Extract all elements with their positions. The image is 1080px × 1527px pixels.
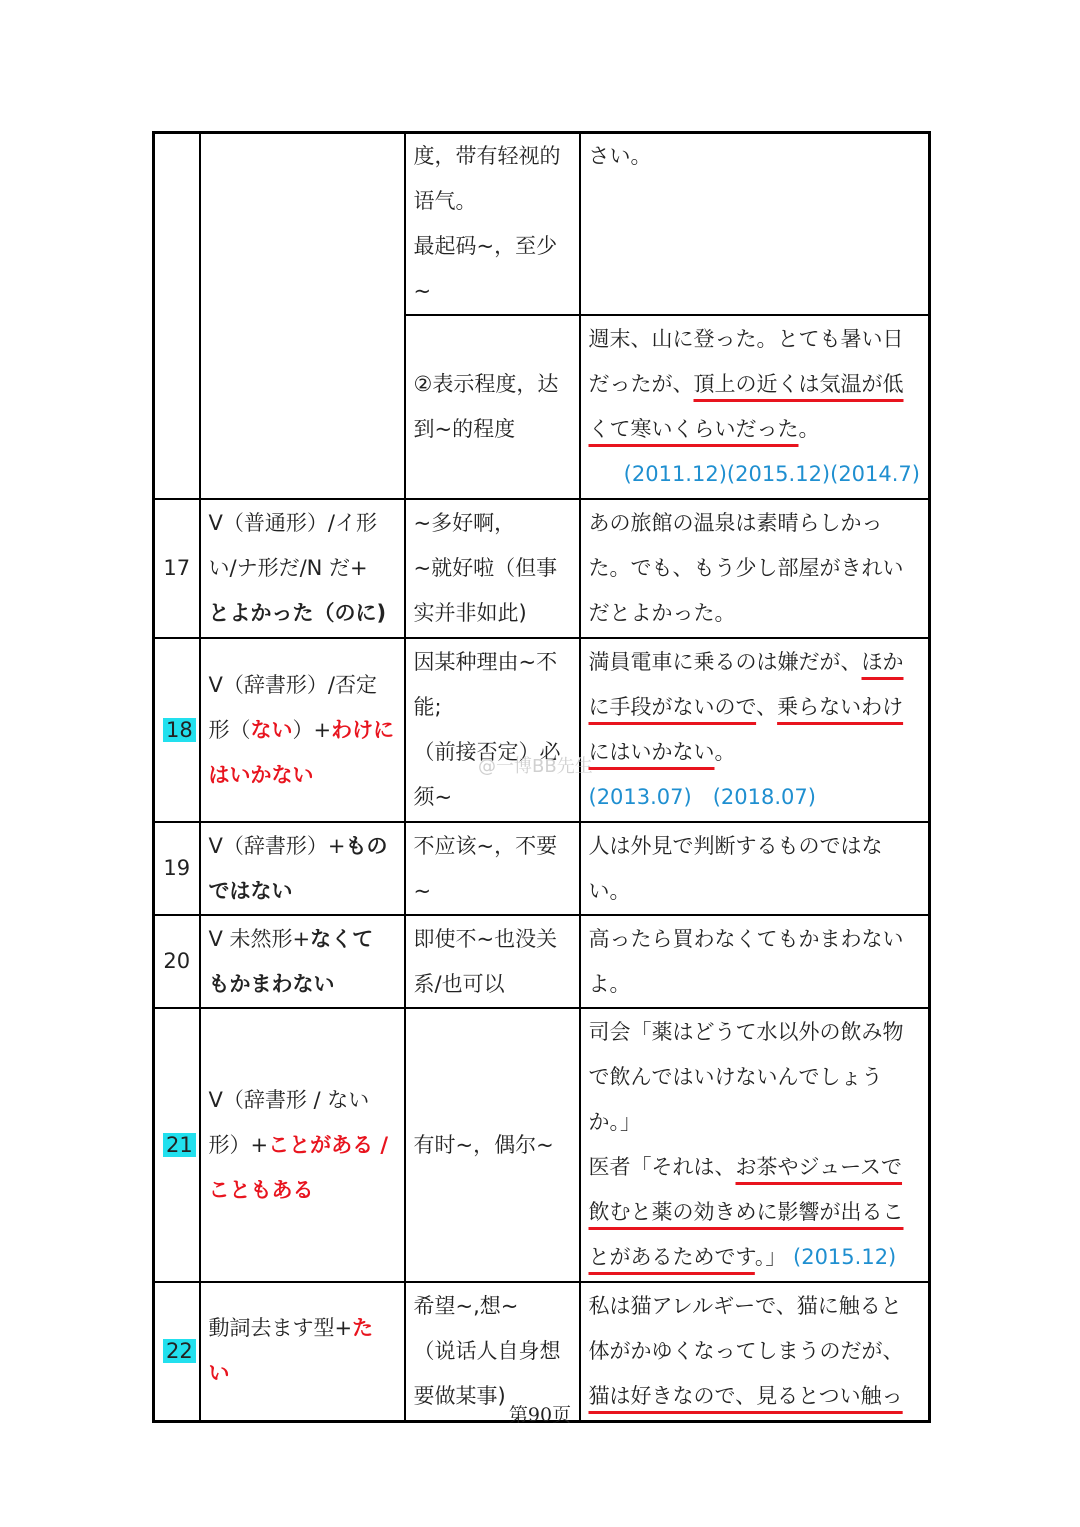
meaning-line: 即使不~也没关: [413, 926, 558, 951]
underlined-text: とがあるためです: [588, 1245, 755, 1269]
row-number-cell: [154, 499, 200, 638]
underlined-text: くて寒いくらいだった: [588, 417, 799, 441]
underlined-text: お茶やジュースで: [735, 1155, 903, 1179]
page-number: 第90页: [508, 1404, 572, 1426]
meaning-cell: [405, 133, 580, 316]
meaning-line: ~多好啊，: [413, 511, 516, 535]
example-line: [589, 640, 921, 685]
underlined-text: 猫は好きなので、見るとつい触っ: [588, 1383, 903, 1408]
row-number-cell: [154, 1008, 200, 1282]
example-line: た。でも、もう少し部屋がきれい: [588, 556, 904, 580]
form-line: い/ナ形だ/N だ+: [208, 556, 368, 580]
row-number-cell: [154, 822, 200, 915]
form-line: [209, 1306, 396, 1351]
meaning-line: 最起码~，至少~: [413, 234, 558, 303]
row-number-highlighted: 18: [163, 718, 196, 742]
meaning-line: 语气。: [413, 189, 477, 213]
exam-years: (2011.12)(2015.12)(2014.7): [623, 462, 920, 486]
example-cell: [580, 315, 930, 499]
example-line: だとよかった。: [588, 601, 736, 625]
meaning-line: 要做某事): [413, 1383, 506, 1408]
row-number-highlighted: 22: [163, 1339, 196, 1363]
example-text: だったが、: [588, 372, 694, 396]
meaning-cell: [405, 822, 580, 915]
example-text: 満員電車に乗るのは嫌だが、: [588, 650, 862, 674]
grammar-pattern: こともある: [208, 1177, 314, 1202]
form-line: [209, 917, 396, 962]
meaning-line: 须~: [413, 785, 453, 809]
grammar-pattern: た: [352, 1316, 374, 1341]
example-line: [589, 685, 921, 730]
form-text: 形（: [208, 717, 251, 742]
form-text: V（辞書形）+: [208, 833, 346, 858]
meaning-cell: [405, 1008, 580, 1282]
form-text: V 未然形+: [208, 926, 311, 951]
example-line: あの旅館の温泉は素晴らしかっ: [588, 511, 883, 535]
grammar-pattern: もの: [345, 833, 388, 858]
row-number: 20: [163, 949, 191, 973]
example-line: [589, 1190, 921, 1235]
row-number-cell: [154, 133, 200, 500]
row-number: 19: [163, 856, 191, 880]
meaning-line: ~就好啦（但事: [413, 556, 558, 580]
example-line: よ。: [588, 971, 631, 996]
grammar-pattern: ことがある /: [268, 1132, 389, 1157]
example-line: [589, 730, 921, 775]
example-text: 医者「それは、: [588, 1155, 736, 1179]
grammar-pattern: とよかった（のに): [208, 601, 387, 625]
table-row: [154, 1008, 930, 1282]
table-row: [154, 822, 930, 915]
example-cell: [580, 499, 930, 638]
example-cell: [580, 133, 930, 316]
meaning-line: 希望~,想~: [413, 1293, 519, 1318]
form-line: [209, 824, 396, 869]
example-line: [589, 362, 921, 407]
grammar-pattern: い: [208, 1361, 230, 1386]
grammar-pattern: ではない: [208, 878, 293, 903]
example-cell: [580, 638, 930, 822]
example-cell: [580, 1008, 930, 1282]
form-text: ）+: [292, 717, 332, 742]
table-row: [154, 638, 930, 822]
meaning-line: （说话人自身想: [413, 1338, 561, 1363]
example-cell: [580, 822, 930, 915]
meaning-line: 因某种理由~不: [413, 650, 558, 674]
table-row: [154, 133, 930, 316]
exam-years: (2015.12): [793, 1245, 897, 1269]
underlined-text: にはいかない: [588, 740, 715, 764]
example-line: [589, 1235, 921, 1280]
meaning-cell: [405, 915, 580, 1008]
example-line: さい。: [588, 144, 652, 168]
example-line: 体がかゆくなってしまうのだが、: [588, 1338, 904, 1363]
underlined-text: ほか: [861, 650, 904, 674]
example-line: 私は猫アレルギーで、猫に触ると: [588, 1293, 902, 1318]
grammar-pattern: ない: [250, 717, 293, 742]
example-text: 。: [714, 740, 736, 764]
example-text: 。」: [754, 1245, 787, 1269]
form-line: [209, 708, 396, 753]
meaning-cell: [405, 315, 580, 499]
form-line: [209, 1123, 396, 1168]
example-line: [589, 407, 921, 452]
form-text: 動詞去ます型+: [208, 1316, 353, 1341]
form-cell: [200, 822, 405, 915]
meaning-line: 度，带有轻视的: [413, 144, 561, 168]
underlined-text: 乗らないわけ: [777, 695, 904, 719]
example-line: 高ったら買わなくてもかまわない: [588, 926, 904, 951]
example-line: 司会「薬はどうて水以外の飲み物: [588, 1020, 904, 1044]
meaning-line: 不应该~，不要~: [413, 833, 558, 903]
meaning-line: 实并非如此): [413, 601, 527, 625]
example-line: 人は外見で判断するものではな: [588, 833, 883, 858]
underlined-text: に手段がないので: [588, 695, 757, 719]
form-cell: [200, 133, 405, 500]
table-row: [154, 915, 930, 1008]
example-line: い。: [588, 878, 631, 903]
grammar-pattern: はいかない: [208, 762, 314, 787]
form-line: V（普通形）/イ形: [208, 511, 377, 535]
row-number: 17: [163, 556, 191, 580]
example-line: か。」: [588, 1110, 641, 1134]
form-cell: [200, 499, 405, 638]
form-line: V（辞書形 / ない: [208, 1087, 370, 1112]
meaning-line: 系/也可以: [413, 971, 505, 996]
meaning-line: 到~的程度: [413, 417, 516, 441]
form-cell: [200, 638, 405, 822]
meaning-line: （前接否定）必: [413, 740, 561, 764]
form-cell: [200, 915, 405, 1008]
row-number-cell: [154, 638, 200, 822]
meaning-line: 有时~，偶尔~: [413, 1132, 554, 1157]
grammar-pattern: なくて: [310, 926, 374, 951]
meaning-cell: [405, 638, 580, 822]
underlined-text: 頂上の近くは気温が低: [693, 372, 904, 396]
example-text: 、: [756, 695, 778, 719]
underlined-text: 飲むと薬の効きめに影響が出るこ: [588, 1200, 904, 1224]
table-row: [154, 499, 930, 638]
grammar-pattern: わけに: [331, 717, 395, 742]
watermark: @一博BB先生: [478, 756, 593, 777]
form-line: V（辞書形）/否定: [208, 672, 377, 697]
example-text: 。: [798, 417, 820, 441]
grammar-pattern: もかまわない: [208, 971, 335, 996]
row-number-cell: [154, 915, 200, 1008]
meaning-line: 能;: [413, 695, 442, 719]
meaning-line: ②表示程度，达: [413, 372, 559, 396]
example-line: [589, 1145, 921, 1190]
row-number-highlighted: 21: [163, 1133, 196, 1157]
meaning-cell: [405, 499, 580, 638]
example-line: 週末、山に登った。とても暑い日: [588, 327, 904, 351]
example-cell: [580, 915, 930, 1008]
form-text: 形）+: [208, 1132, 269, 1157]
form-cell: [200, 1008, 405, 1282]
example-line: で飲んではいけないんでしょう: [588, 1065, 883, 1089]
exam-years: (2013.07) (2018.07): [588, 785, 816, 809]
